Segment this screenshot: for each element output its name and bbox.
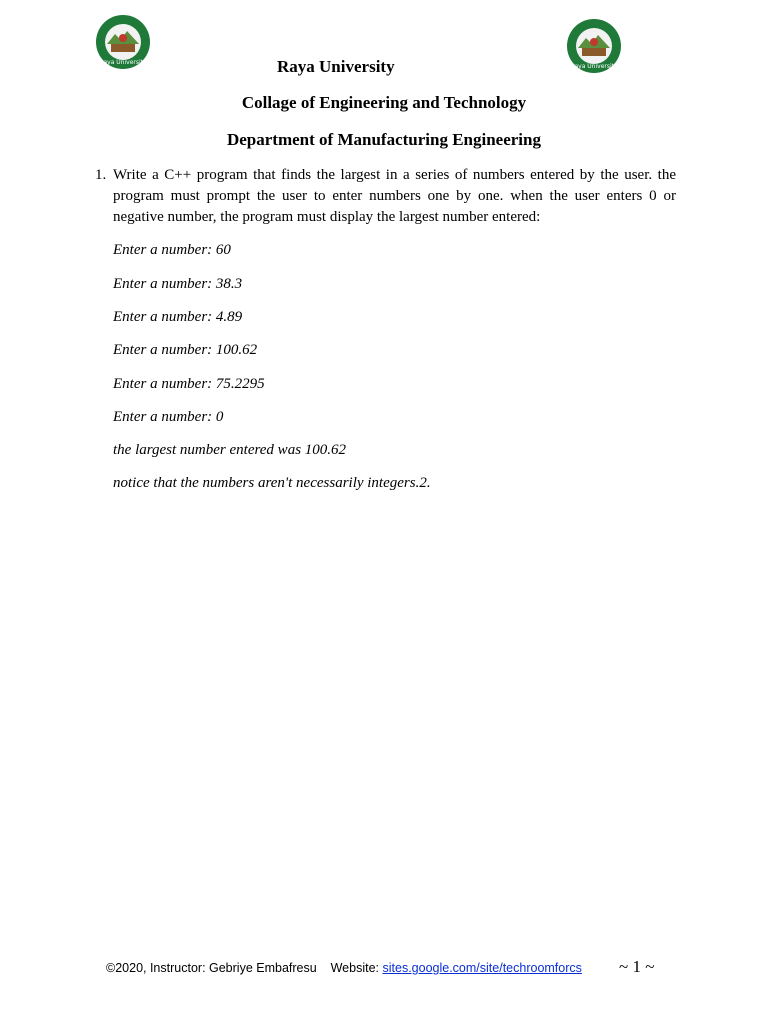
- footer-copyright: ©2020, Instructor: Gebriye Embafresu: [106, 961, 317, 975]
- example-line: Enter a number: 38.3: [113, 276, 243, 292]
- footer: [106, 959, 582, 977]
- question-number: 1.: [95, 167, 107, 183]
- example-line: Enter a number: 60: [113, 242, 231, 258]
- footer-website-link[interactable]: sites.google.com/site/techroomforcs: [382, 961, 582, 975]
- example-line: Enter a number: 75.2295: [113, 376, 265, 392]
- footer-website-label: Website:: [330, 961, 380, 975]
- department-title: Department of Manufacturing Engineering: [226, 130, 541, 149]
- svg-text:Raya University: Raya University: [99, 59, 147, 66]
- university-title: Raya University: [277, 57, 395, 76]
- example-line: Enter a number: 0: [113, 409, 224, 425]
- question-text: Write a C++ program that finds the largest in a series of numbers entered by the user. the program must prompt the user to enter numbers one by one. when the user enters 0 or negative number, the program must display the largest number entered:: [113, 167, 676, 225]
- example-result-line: the largest number entered was 100.62: [113, 442, 347, 458]
- example-line: Enter a number: 4.89: [113, 309, 243, 325]
- college-title: Collage of Engineering and Technology: [241, 93, 527, 112]
- example-note-line: notice that the numbers aren't necessarily integers.2.: [113, 475, 431, 491]
- page-number: ~ 1 ~: [619, 957, 655, 976]
- svg-text:Raya University: Raya University: [570, 63, 618, 70]
- university-logo-right: [566, 18, 622, 74]
- university-logo-left: [95, 14, 151, 70]
- example-line: Enter a number: 100.62: [113, 342, 258, 358]
